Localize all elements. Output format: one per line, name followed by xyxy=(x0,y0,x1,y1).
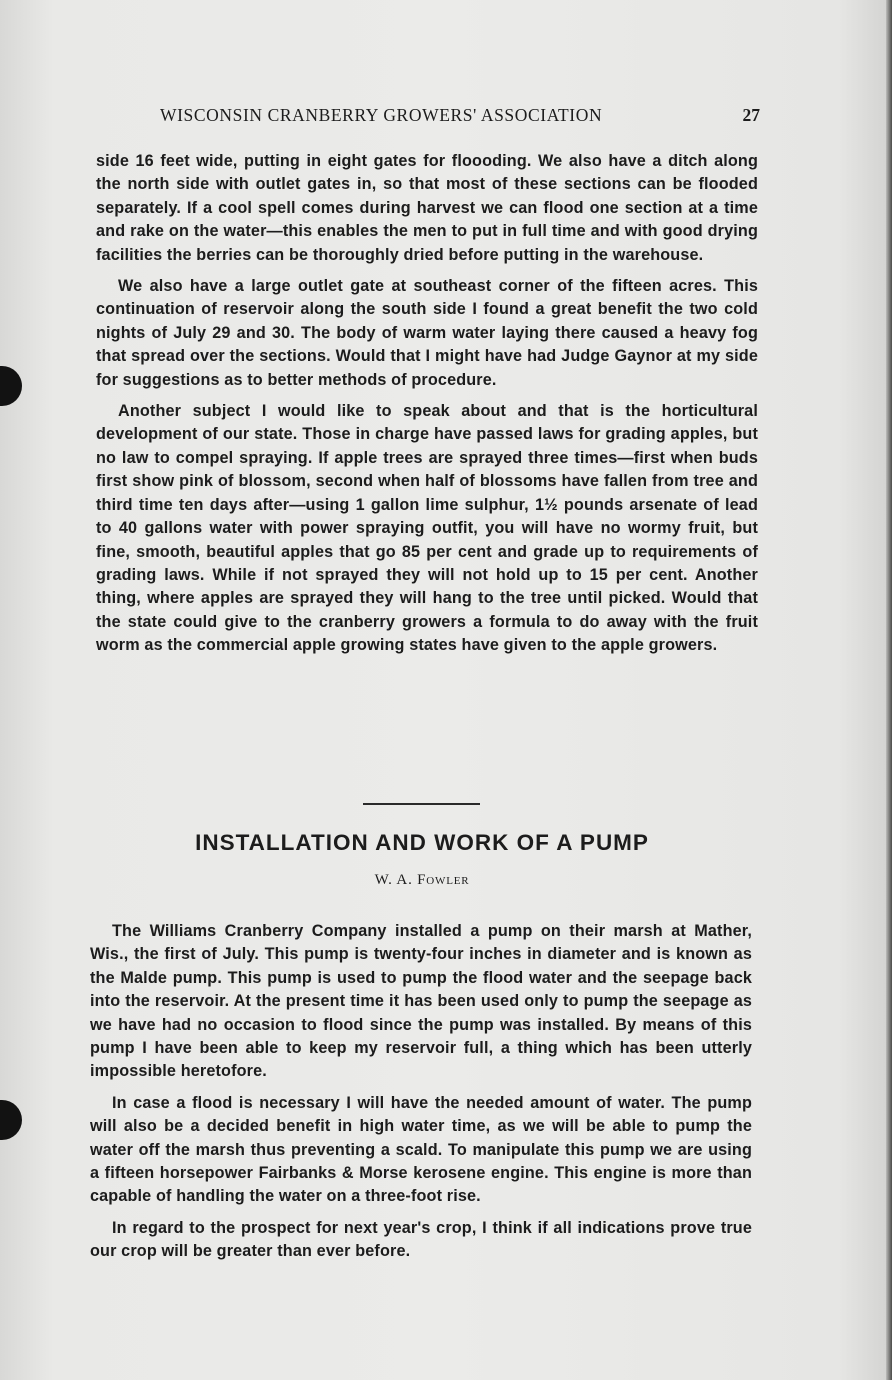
article-title: INSTALLATION AND WORK OF A PUMP xyxy=(195,830,649,855)
paragraph: Another subject I would like to speak about and that is the horticultural development of our state. Those in charge have passed laws for grading apples, but no law to compel spraying. If apple trees are sprayed three times—first when buds first show pink of blossom, second when half of blossoms have fallen from tree and third time ten days after—using 1 gallon lime sulphur, 1½ pounds arsenate of lead to 40 gallons water with power spraying outfit, you will have no wormy fruit, but fine, smooth, beautiful apples that go 85 per cent and grade up to requirements of grading laws. While if not sprayed they will not hold up to 15 per cent. Another thing, where apples are sprayed they will hang to the tree until picked. Would that the state could give to the cranberry growers a formula to do away with the fruit worm as the commercial apple growing states have given to the apple growers. xyxy=(96,402,758,655)
paragraph: In regard to the prospect for next year's crop, I think if all indications prove true our crop will be greater than ever before. xyxy=(90,1218,752,1261)
paragraph: We also have a large outlet gate at southeast corner of the fifteen acres. This continuation of reservoir along the south side I found a great benefit the two cold nights of July 29 and 30. The body of warm water laying there caused a heavy fog that spread over the sections. Would that I might have had Judge Gaynor at my side for suggestions as to better methods of procedure. xyxy=(96,277,758,389)
page-number: 27 xyxy=(742,105,760,125)
paragraph: The Williams Cranberry Company installed a pump on their marsh at Mather, Wis., the first of July. This pump is twenty-four inches in diameter and is known as the Malde pump. This pump is used to pump the flood water and the seepage back into the reservoir. At the present time it has been used only to pump the seepage as we have had no occasion to flood since the pump was installed. By means of this pump I have been able to keep my reservoir full, a thing which has been utterly impossible heretofore. xyxy=(90,922,752,1081)
binding-hole-top xyxy=(0,366,22,406)
section-divider xyxy=(363,803,480,805)
paragraph: In case a flood is necessary I will have the needed amount of water. The pump will also be a decided benefit in high water time, as we will be able to pump the water off the marsh thus preventing a scald. To manipulate this pump we are using a fifteen horsepower Fairbanks & Morse kerosene engine. This engine is more than capable of handling the water on a three-foot rise. xyxy=(90,1093,752,1206)
continued-article-body xyxy=(96,150,758,666)
page-edge-shadow xyxy=(886,0,892,1380)
article-author: W. A. Fowler xyxy=(374,872,470,888)
article-body xyxy=(90,920,752,1272)
running-title: WISCONSIN CRANBERRY GROWERS' ASSOCIATION xyxy=(160,105,603,125)
running-header xyxy=(160,105,760,131)
binding-hole-bottom xyxy=(0,1100,22,1140)
paragraph: side 16 feet wide, putting in eight gates for floooding. We also have a ditch along the north side with outlet gates in, so that most of these sections can be flooded separately. If a cool spell comes during harvest we can flood one section at a time and rake on the water—this enables the men to put in full time and with good drying facilities the berries can be thoroughly dried before putting in the warehouse. xyxy=(96,152,758,264)
